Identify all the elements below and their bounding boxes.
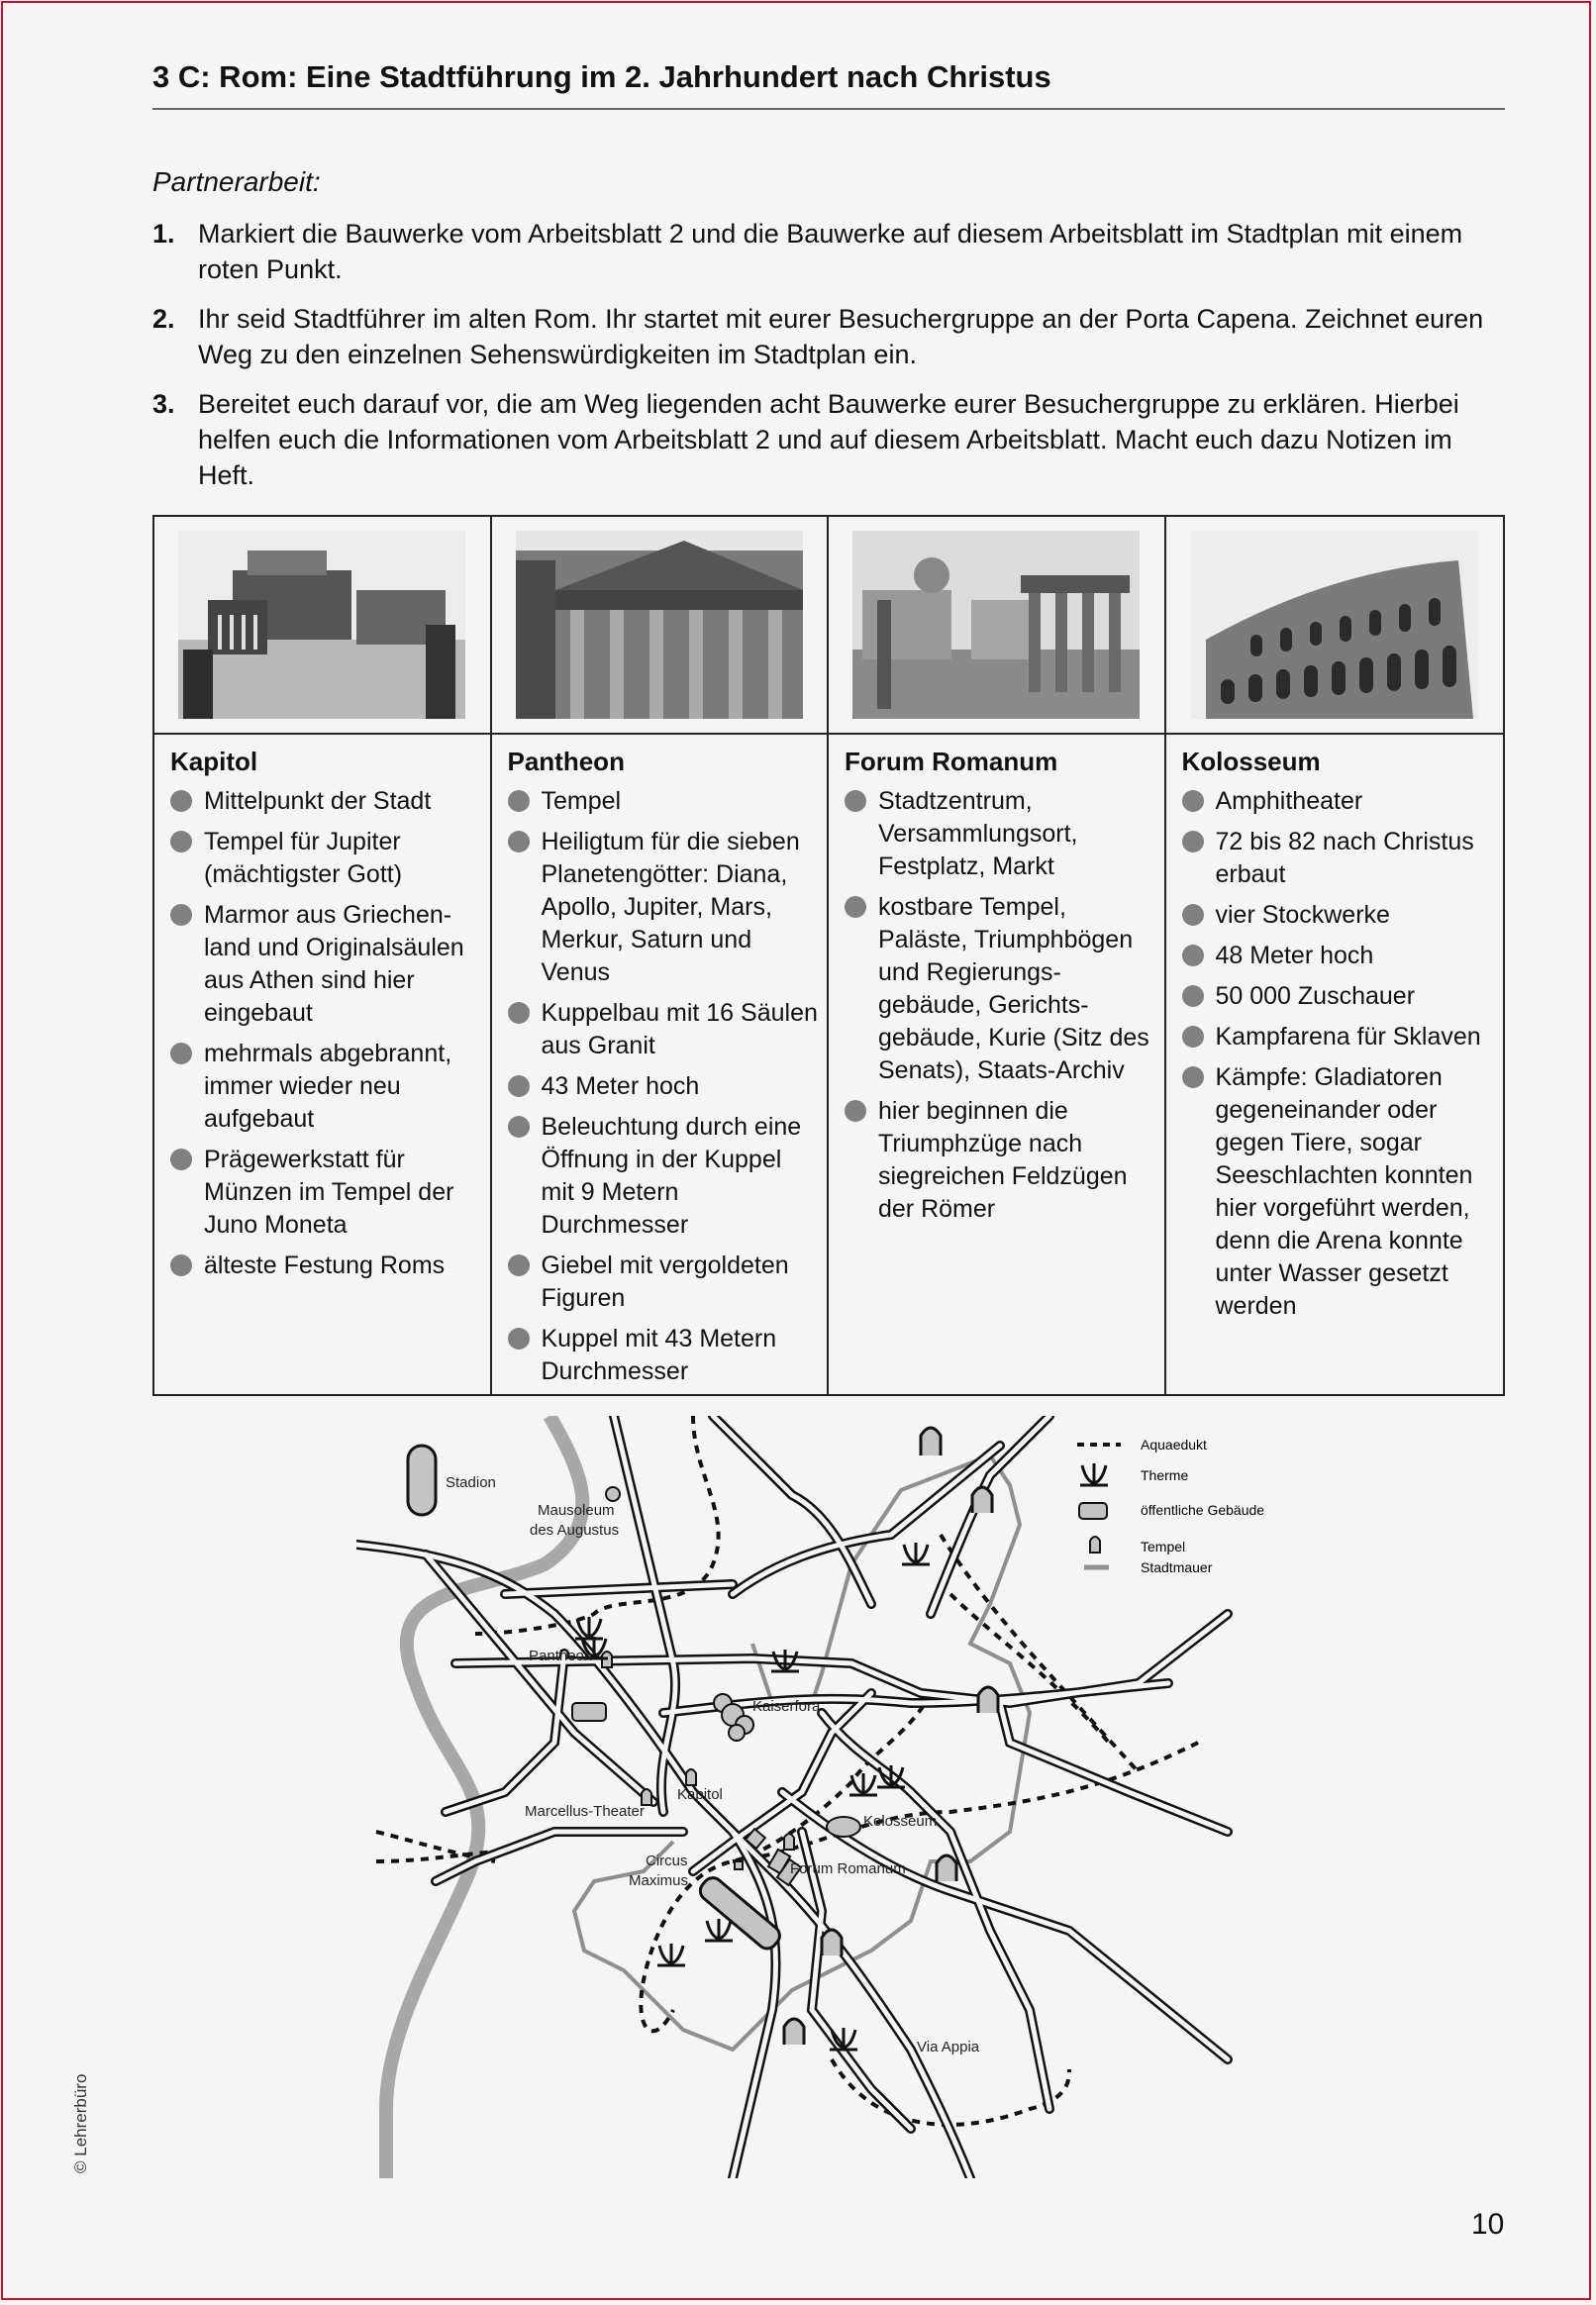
bullet-dot xyxy=(1182,1026,1204,1048)
fact-text: kostbare Tempel, Paläste, Triumphbögen und Regierungs-gebäude, Gerichts-gebäude, Kurie (Sitz des Senats), Staats-Archiv xyxy=(878,893,1149,1084)
label-stadion: Stadion xyxy=(446,1474,496,1491)
label-via-appia: Via Appia xyxy=(917,2039,980,2055)
bullet-dot xyxy=(508,790,530,812)
list-item xyxy=(845,785,1156,883)
fact-text: Stadtzentrum, Versammlungsort, Festplatz, Markt xyxy=(878,787,1078,880)
column-title: Pantheon xyxy=(507,747,625,776)
task-item xyxy=(152,301,1509,372)
pantheon-image xyxy=(492,517,828,735)
list-item xyxy=(508,1323,820,1388)
bullet-dot xyxy=(1182,790,1204,812)
street-fill xyxy=(356,1416,1228,2178)
kolosseum-image xyxy=(1166,517,1504,735)
bullet-dot xyxy=(508,1002,530,1024)
fact-text: Tempel für Jupiter (mächtigster Gott) xyxy=(204,828,403,888)
bullet-dot xyxy=(170,790,192,812)
fact-text: 72 bis 82 nach Christus erbaut xyxy=(1215,828,1474,888)
kapitol-image xyxy=(154,517,490,735)
bullet-dot xyxy=(845,896,866,918)
bullet-dot xyxy=(508,1328,530,1350)
title-divider xyxy=(152,108,1505,110)
task-item xyxy=(152,216,1509,287)
fact-text: Giebel mit vergoldeten Figuren xyxy=(541,1252,789,1312)
list-item xyxy=(170,1144,482,1242)
list-item xyxy=(508,1250,820,1315)
bullet-dot xyxy=(508,1075,530,1097)
bullet-dot xyxy=(1182,1066,1204,1088)
fact-list xyxy=(829,785,1164,1226)
list-item xyxy=(170,899,482,1030)
label-mausoleum: Mausoleum xyxy=(538,1502,615,1519)
list-item xyxy=(845,891,1156,1087)
column-title: Kolosseum xyxy=(1181,747,1321,776)
label-circus: Circus xyxy=(646,1853,688,1869)
fact-text: Heiligtum für die sieben Planetengötter: Diana, Apollo, Jupiter, Mars, Merkur, Saturn und Venus xyxy=(541,828,800,986)
bullet-dot xyxy=(845,1100,866,1122)
list-item xyxy=(170,1038,482,1136)
column-pantheon xyxy=(492,517,830,1394)
bullet-dot xyxy=(1182,945,1204,966)
fact-text: Kuppelbau mit 16 Säulen aus Granit xyxy=(541,999,818,1059)
page-title: 3 C: Rom: Eine Stadtführung im 2. Jahrhundert nach Christus xyxy=(152,59,1051,94)
legend-city-wall: Stadtmauer xyxy=(1141,1559,1213,1575)
bullet-dot xyxy=(170,1043,192,1064)
bullet-dot xyxy=(1182,904,1204,926)
list-item xyxy=(170,1250,482,1282)
fact-text: Beleuchtung durch eine Öffnung in der Kuppel mit 9 Metern Durchmesser xyxy=(541,1113,802,1239)
column-kapitol xyxy=(154,517,492,1394)
bullet-dot xyxy=(508,1116,530,1138)
column-forum-romanum xyxy=(829,517,1166,1394)
fact-text: Marmor aus Griechen-land und Originalsäulen aus Athen sind hier eingebaut xyxy=(204,901,464,1027)
list-item xyxy=(508,826,820,989)
legend-temple-symbol xyxy=(1090,1537,1100,1553)
task-number: 1. xyxy=(152,219,175,249)
legend-temple: Tempel xyxy=(1141,1539,1186,1554)
legend-aqueduct: Aquaedukt xyxy=(1141,1437,1207,1453)
fact-text: vier Stockwerke xyxy=(1215,901,1390,929)
task-item xyxy=(152,386,1509,493)
bullet-dot xyxy=(508,1254,530,1276)
task-text: Markiert die Bauwerke vom Arbeitsblatt 2 und die Bauwerke auf diesem Arbeitsblatt im Stadtplan mit einem roten Punkt. xyxy=(198,219,1463,284)
mausoleum-building xyxy=(606,1487,620,1501)
bullet-dot xyxy=(508,831,530,852)
label-forum-romanum: Forum Romanum xyxy=(790,1860,906,1877)
label-kolosseum: Kolosseum xyxy=(863,1813,938,1830)
list-item xyxy=(1182,1021,1496,1053)
fact-text: Kuppel mit 43 Metern Durchmesser xyxy=(541,1325,777,1385)
bullet-dot xyxy=(170,831,192,852)
fact-text: Tempel xyxy=(541,787,622,815)
list-item xyxy=(1182,899,1496,932)
column-title: Kapitol xyxy=(170,747,258,776)
fact-text: Kampfarena für Sklaven xyxy=(1215,1023,1481,1051)
column-title: Forum Romanum xyxy=(845,747,1058,776)
fact-text: Amphitheater xyxy=(1215,787,1363,815)
fact-text: Mittelpunkt der Stadt xyxy=(204,787,432,815)
bullet-dot xyxy=(170,1254,192,1276)
forum-illustration xyxy=(852,531,1140,719)
bullet-dot xyxy=(845,790,866,812)
task-number: 2. xyxy=(152,304,175,334)
label-maximus: Maximus xyxy=(629,1872,689,1889)
list-item xyxy=(1182,785,1496,818)
list-item xyxy=(845,1095,1156,1226)
kolosseum-building xyxy=(827,1817,860,1837)
forum-image xyxy=(829,517,1164,735)
copyright-note: © Lehrerbüro xyxy=(71,2073,90,2173)
fact-text: hier beginnen die Triumphzüge nach siegreichen Feldzügen der Römer xyxy=(878,1097,1128,1223)
fact-text: 50 000 Zuschauer xyxy=(1215,982,1416,1010)
list-item xyxy=(508,1111,820,1242)
kolosseum-illustration xyxy=(1191,531,1478,719)
legend-therme-symbol xyxy=(1080,1463,1108,1485)
list-item xyxy=(170,826,482,891)
fact-list xyxy=(1166,785,1504,1323)
list-item xyxy=(1182,940,1496,972)
bullet-dot xyxy=(170,904,192,926)
rome-city-map xyxy=(356,1416,1297,2178)
legend-public-building-symbol xyxy=(1079,1503,1107,1519)
list-item xyxy=(508,785,820,818)
list-item xyxy=(508,997,820,1062)
page-number: 10 xyxy=(1471,2208,1505,2241)
pantheon-illustration xyxy=(516,531,803,719)
legend-therme: Therme xyxy=(1141,1467,1189,1483)
list-item xyxy=(1182,980,1496,1013)
task-intro-label: Partnerarbeit: xyxy=(152,166,321,197)
bullet-dot xyxy=(1182,985,1204,1007)
fact-list xyxy=(492,785,828,1388)
task-text: Bereitet euch darauf vor, die am Weg liegenden acht Bauwerke eurer Besuchergruppe zu erklären. Hierbei helfen euch die Informationen vom Arbeitsblatt 2 und auf diesem Arbeitsblatt. Macht euch dazu Notizen im Heft. xyxy=(198,389,1459,490)
column-kolosseum xyxy=(1166,517,1504,1394)
fact-text: älteste Festung Roms xyxy=(204,1252,446,1279)
fact-list xyxy=(154,785,490,1282)
fact-text: mehrmals abgebrannt, immer wieder neu aufgebaut xyxy=(204,1040,452,1133)
list-item xyxy=(1182,1061,1496,1323)
list-item xyxy=(508,1070,820,1103)
stadion-building xyxy=(408,1446,436,1515)
label-kapitol: Kapitol xyxy=(677,1786,723,1803)
legend-public-building: öffentliche Gebäude xyxy=(1141,1502,1265,1518)
task-list xyxy=(152,216,1509,507)
fact-text: Prägewerkstatt für Münzen im Tempel der Juno Moneta xyxy=(204,1146,454,1239)
fact-text: 48 Meter hoch xyxy=(1215,942,1374,969)
fact-text: Kämpfe: Gladiatoren gegeneinander oder gegen Tiere, sogar Seeschlachten konnten hier vorgeführt werden, denn die Arena konnte unter Wasser gesetzt werden xyxy=(1215,1063,1473,1320)
monuments-table xyxy=(152,515,1505,1396)
kapitol-illustration xyxy=(178,531,465,719)
fact-text: 43 Meter hoch xyxy=(541,1072,700,1100)
list-item xyxy=(170,785,482,818)
label-marcellus-theater: Marcellus-Theater xyxy=(525,1803,645,1820)
list-item xyxy=(1182,826,1496,891)
label-pantheon: Pantheon xyxy=(529,1648,593,1664)
bullet-dot xyxy=(170,1149,192,1170)
label-kaiserfora: Kaiserfora xyxy=(752,1698,821,1715)
task-text: Ihr seid Stadtführer im alten Rom. Ihr startet mit eurer Besuchergruppe an der Porta Capena. Zeichnet euren Weg zu den einzelnen Sehenswürdigkeiten im Stadtplan ein. xyxy=(198,304,1484,369)
task-number: 3. xyxy=(152,389,175,419)
bullet-dot xyxy=(1182,831,1204,852)
map-legend xyxy=(1077,1437,1264,1575)
public-building xyxy=(572,1703,606,1721)
label-mausoleum-line2: des Augustus xyxy=(530,1522,620,1539)
